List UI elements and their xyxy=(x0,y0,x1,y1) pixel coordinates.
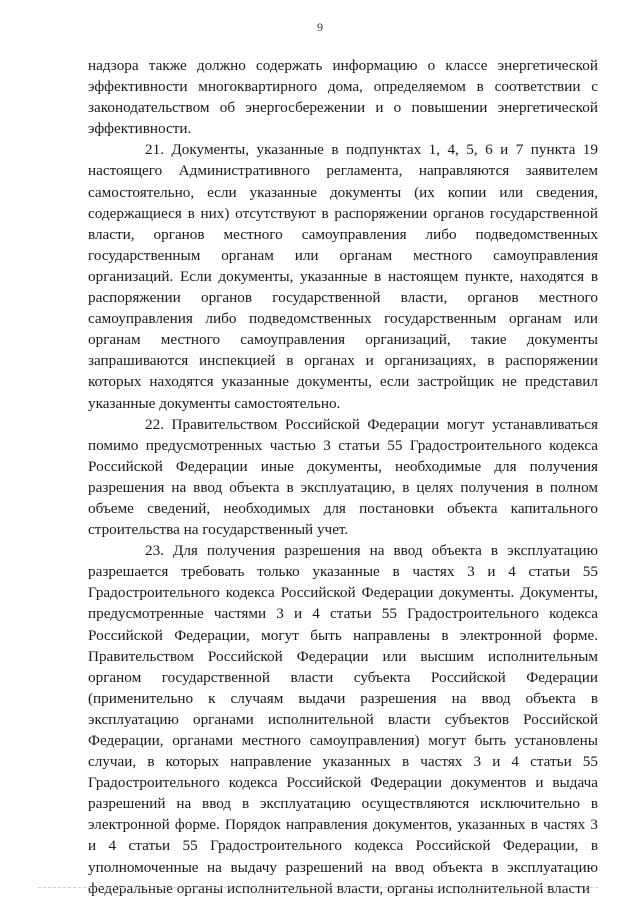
paragraph-21: 21. Документы, указанные в подпунктах 1, 4, 5, 6 и 7 пункта 19 настоящего Административного регламента, направляются заявителем самостоятельно, если указанные документы (их копии или сведения, содержащиеся в них) отсутствуют в распоряжении органов государственной власти, органов местного самоуправления либо подведомственных государственным органам или органам местного самоуправления организаций. Если документы, указанные в настоящем пункте, находятся в распоряжении органов государственной власти, органов местного самоуправления либо подведомственных государственным органам или органам местного самоуправления организаций, такие документы запрашиваются инспекцией в органах и организациях, в распоряжении которых находятся указанные документы, если застройщик не представил указанные документы самостоятельно. xyxy=(88,141,598,412)
page-number: 9 xyxy=(317,20,323,34)
document-body xyxy=(88,55,598,899)
paragraph-23: 23. Для получения разрешения на ввод объекта в эксплуатацию разрешается требовать только указанные в частях 3 и 4 статьи 55 Градостроительного кодекса Российской Федерации документы. Документы, предусмотренные частями 3 и 4 статьи 55 Градостроительного кодекса Российской Федерации, могут быть направлены в электронной форме. Правительством Российской Федерации или высшим исполнительным органом государственной власти субъекта Российской Федерации (применительно к случаям выдачи разрешения на ввод объекта в эксплуатацию органами исполнительной власти субъектов Российской Федерации, органами местного самоуправления) могут быть установлены случаи, в которых направление указанных в частях 3 и 4 статьи 55 Градостроительного кодекса Российской Федерации документов и выдача разрешений на ввод в эксплуатацию осуществляются исключительно в электронной форме. Порядок направления документов, указанных в частях 3 и 4 статьи 55 Градостроительного кодекса Российской Федерации, в уполномоченные на выдачу разрешений на ввод объекта в эксплуатацию федеральные органы исполнительной власти, органы исполнительной власти xyxy=(88,542,598,897)
paragraph-22: 22. Правительством Российской Федерации могут устанавливаться помимо предусмотренных частью 3 статьи 55 Градостроительного кодекса Российской Федерации иные документы, необходимые для получения разрешения на ввод объекта в эксплуатацию, в целях получения в полном объеме сведений, необходимых для постановки объекта капитального строительства на государственный учет. xyxy=(88,415,598,539)
paragraph-continuation: надзора также должно содержать информацию о классе энергетической эффективности многоквартирного дома, определяемом в соответствии с законодательством об энергосбережении и о повышении энергетической эффективности. xyxy=(88,57,598,138)
scan-artifact-line xyxy=(38,887,598,892)
